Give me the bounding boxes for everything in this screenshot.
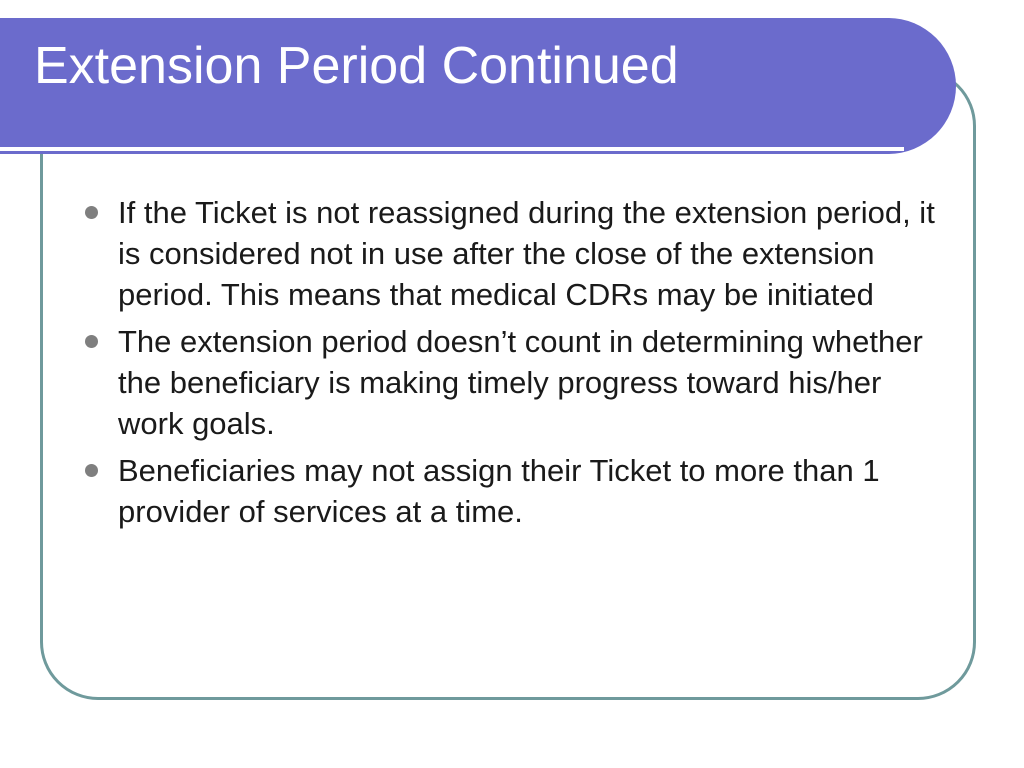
bullet-text: Beneficiaries may not assign their Ticket to more than 1 provider of services at a time. — [118, 453, 880, 529]
slide-title: Extension Period Continued — [34, 37, 679, 95]
bullet-item — [80, 192, 940, 315]
bullet-list — [80, 192, 940, 538]
bullet-text: If the Ticket is not reassigned during the extension period, it is considered not in use after the close of the extension period. This means that medical CDRs may be initiated — [118, 195, 935, 312]
bullet-dot-icon — [85, 464, 98, 477]
bullet-text: The extension period doesn’t count in determining whether the beneficiary is making timely progress toward his/her work goals. — [118, 324, 923, 441]
bullet-dot-icon — [85, 335, 98, 348]
bullet-item — [80, 450, 940, 532]
title-underline — [0, 147, 904, 151]
title-bar — [0, 18, 956, 154]
bullet-item — [80, 321, 940, 444]
bullet-dot-icon — [85, 206, 98, 219]
